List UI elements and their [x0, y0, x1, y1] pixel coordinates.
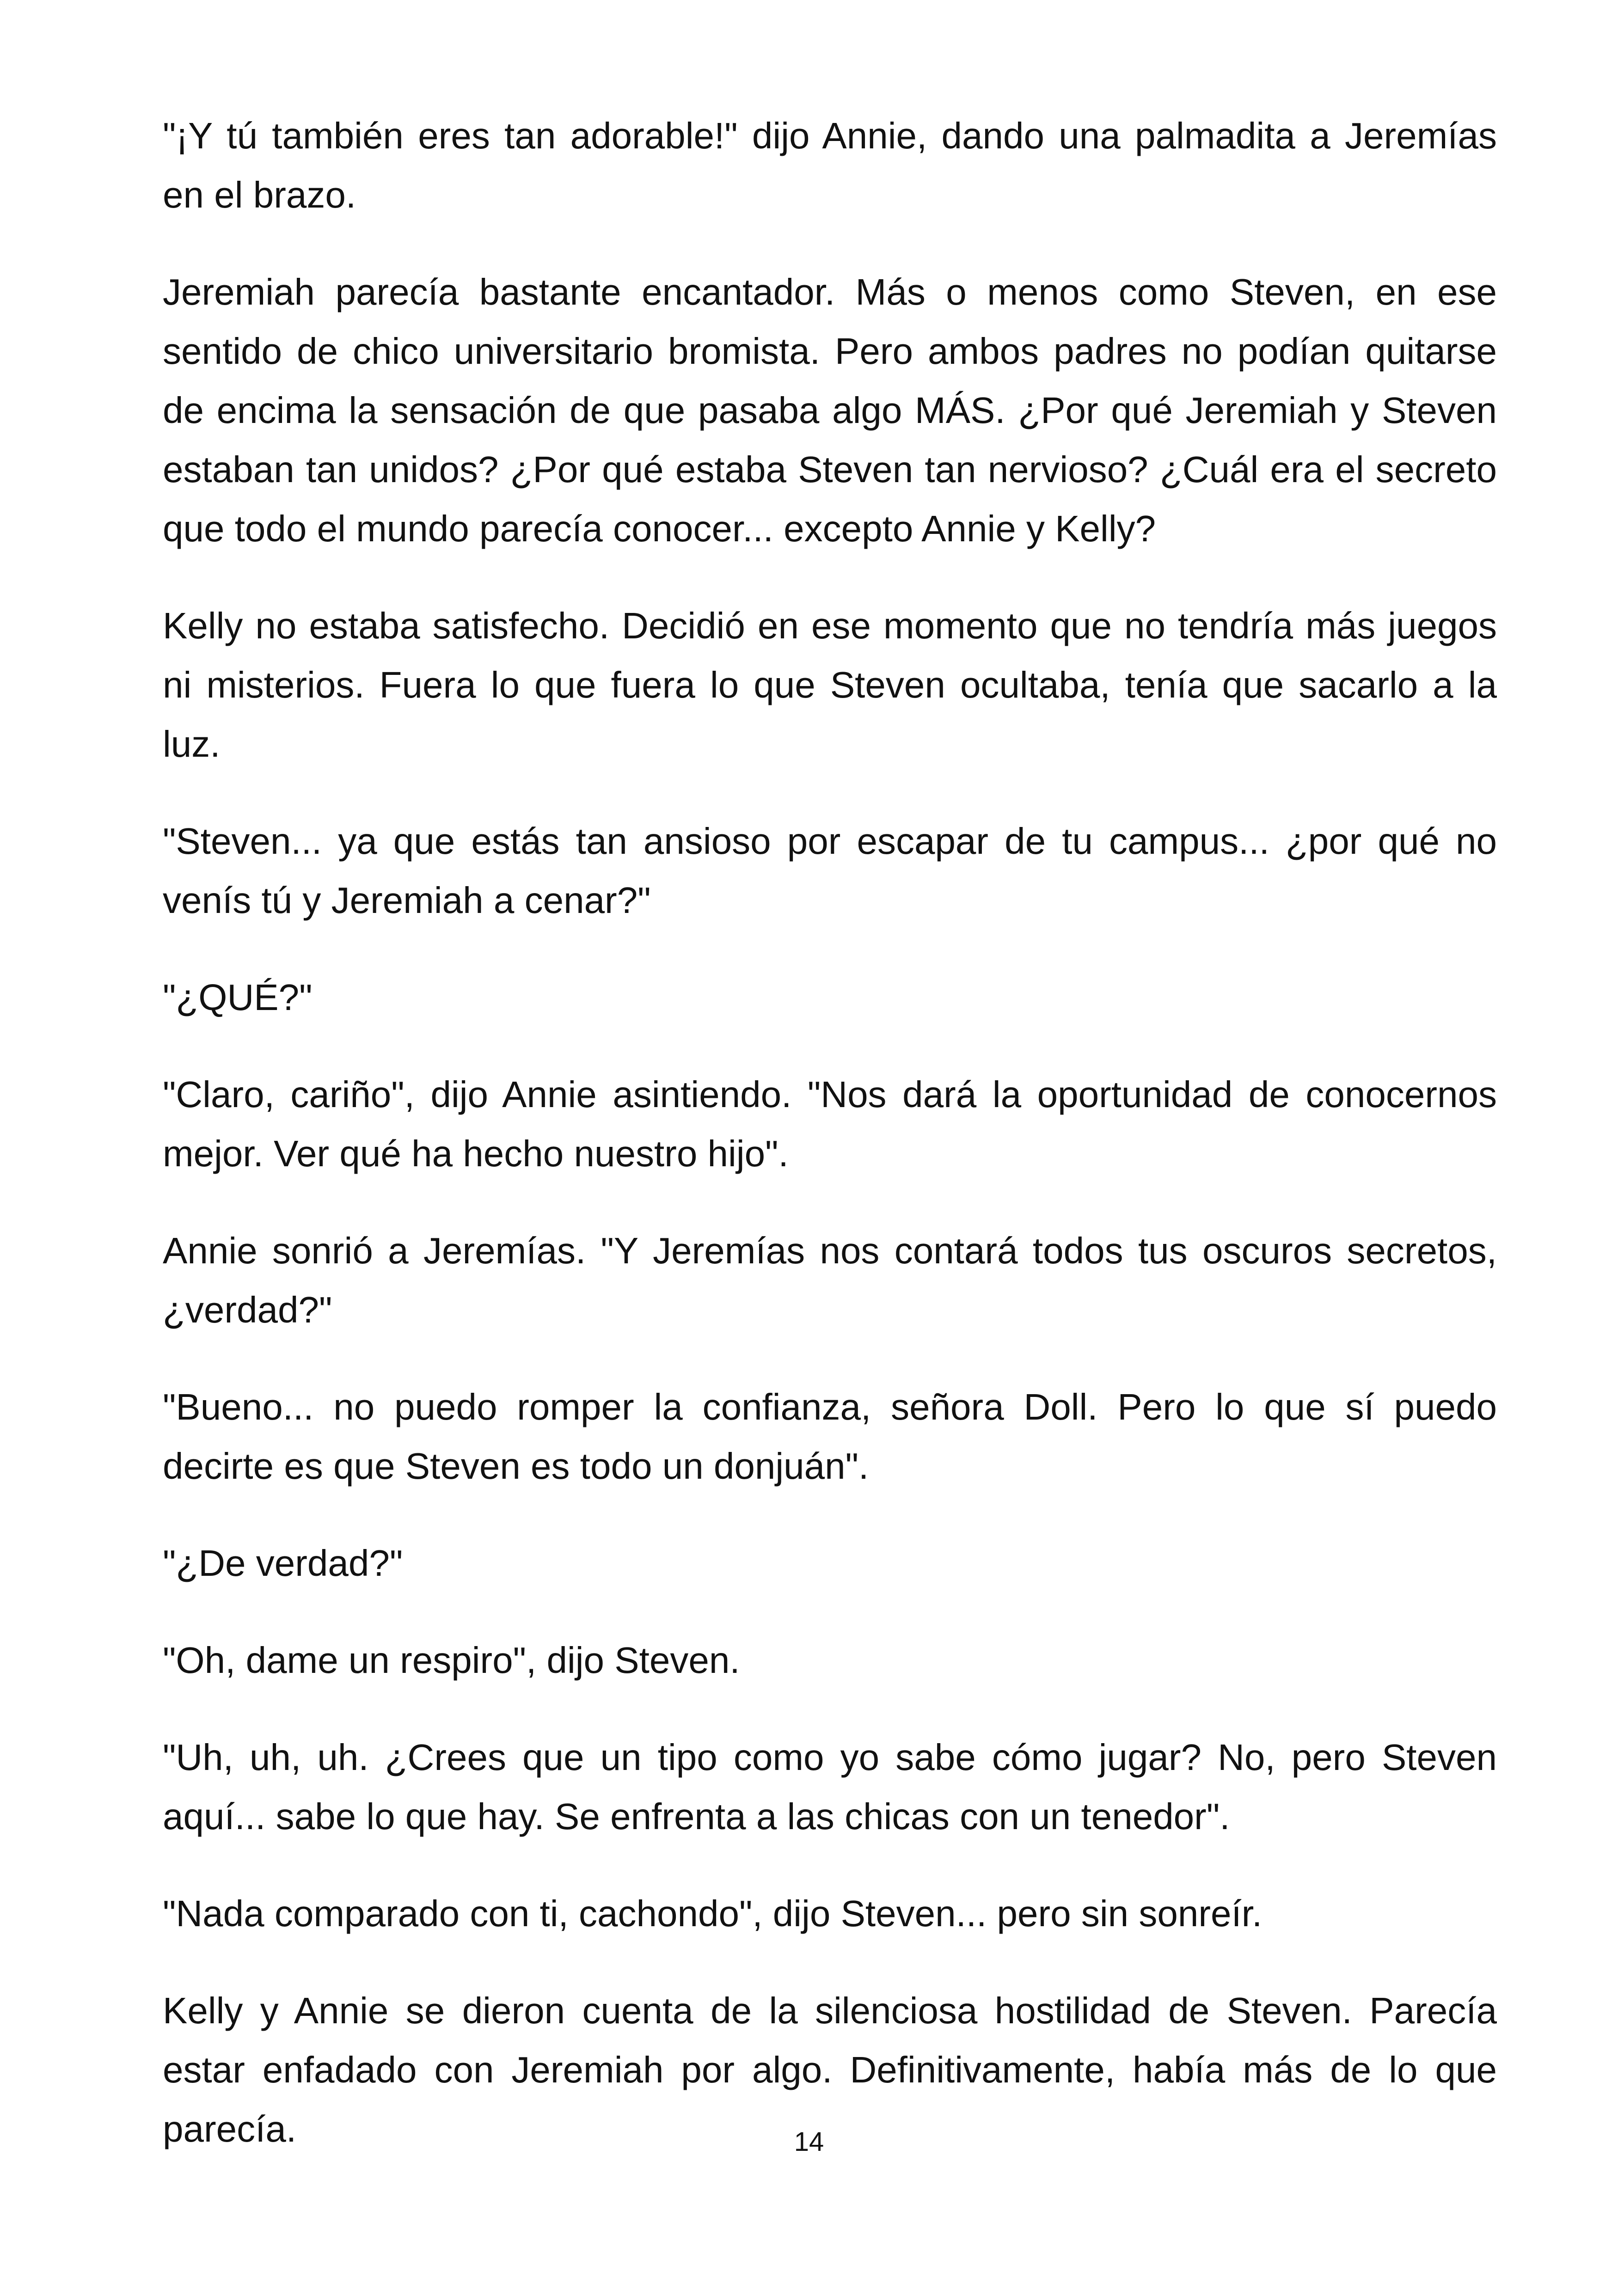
paragraph: "Steven... ya que estás tan ansioso por escapar de tu campus... ¿por qué no venís tú y Jeremiah a cenar?": [163, 820, 1497, 921]
body-text: [163, 106, 1497, 2197]
page-number: 14: [794, 2127, 824, 2157]
paragraph: "Bueno... no puedo romper la confianza, señora Doll. Pero lo que sí puedo decirte es que Steven es todo un donjuán".: [163, 1386, 1497, 1487]
paragraph: "Uh, uh, uh. ¿Crees que un tipo como yo sabe cómo jugar? No, pero Steven aquí... sabe lo que hay. Se enfrenta a las chicas con un tenedor".: [163, 1737, 1497, 1837]
paragraph: Kelly no estaba satisfecho. Decidió en ese momento que no tendría más juegos ni misterios. Fuera lo que fuera lo que Steven ocultaba, tenía que sacarlo a la luz.: [163, 605, 1497, 765]
paragraph: "Nada comparado con ti, cachondo", dijo Steven... pero sin sonreír.: [163, 1893, 1263, 1934]
paragraph: "¡Y tú también eres tan adorable!" dijo Annie, dando una palmadita a Jeremías en el brazo.: [163, 115, 1497, 215]
paragraph: "¿De verdad?": [163, 1543, 403, 1584]
paragraph: "Claro, cariño", dijo Annie asintiendo. "Nos dará la oportunidad de conocernos mejor. Ver qué ha hecho nuestro hijo".: [163, 1074, 1497, 1174]
paragraph: Annie sonrió a Jeremías. "Y Jeremías nos contará todos tus oscuros secretos, ¿verdad?": [163, 1230, 1497, 1330]
paragraph: Jeremiah parecía bastante encantador. Más o menos como Steven, en ese sentido de chico universitario bromista. Pero ambos padres no podían quitarse de encima la sensación de que pasaba algo MÁS. ¿Por qué Jeremiah y Steven estaban tan unidos? ¿Por qué estaba Steven tan nervioso? ¿Cuál era el secreto que todo el mundo parecía conocer... excepto Annie y Kelly?: [163, 271, 1497, 549]
paragraph: Kelly y Annie se dieron cuenta de la silenciosa hostilidad de Steven. Parecía estar enfadado con Jeremiah por algo. Definitivamente, había más de lo que parecía.: [163, 1990, 1497, 2149]
paragraph: "¿QUÉ?": [163, 977, 313, 1018]
paragraph: "Oh, dame un respiro", dijo Steven.: [163, 1640, 740, 1681]
